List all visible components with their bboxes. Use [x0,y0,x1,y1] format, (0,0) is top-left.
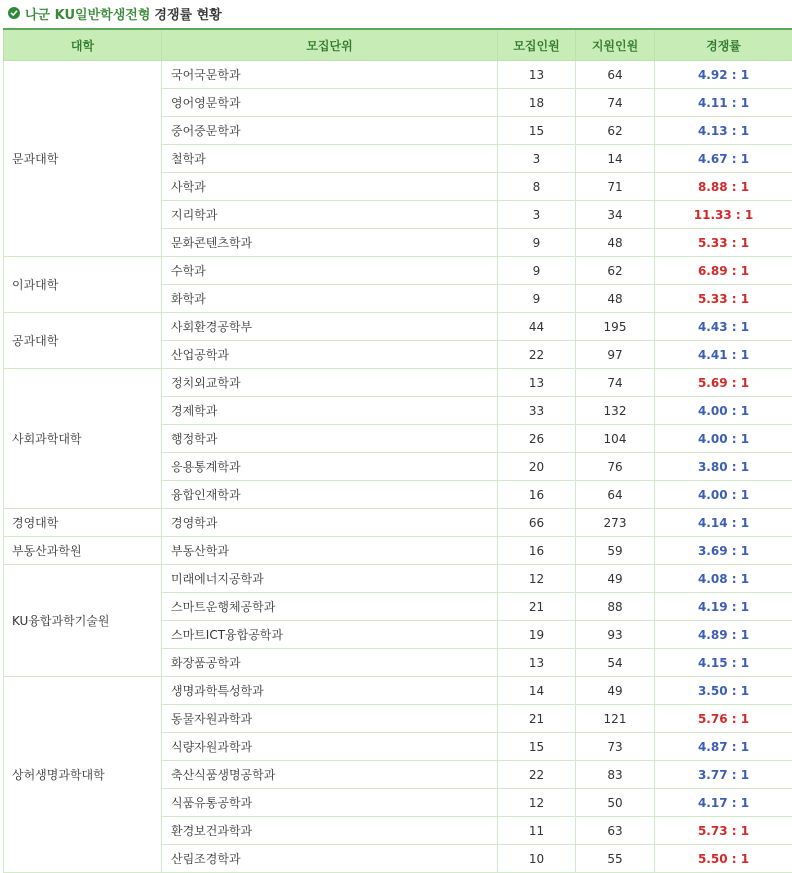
unit-cell: 산업공학과 [162,341,498,369]
quota-cell: 16 [498,481,576,509]
applicants-cell: 64 [576,61,655,89]
applicants-cell: 48 [576,229,655,257]
college-cell: 이과대학 [4,257,162,313]
applicants-cell: 83 [576,761,655,789]
applicants-cell: 64 [576,481,655,509]
applicants-cell: 14 [576,145,655,173]
college-cell: 공과대학 [4,313,162,369]
header-unit: 모집단위 [162,29,498,61]
quota-cell: 66 [498,509,576,537]
applicants-cell: 76 [576,453,655,481]
unit-cell: 동물자원과학과 [162,705,498,733]
check-circle-icon [8,7,20,19]
unit-cell: 식품유통공학과 [162,789,498,817]
unit-cell: 축산식품생명공학과 [162,761,498,789]
ratio-cell: 4.00 : 1 [655,425,792,453]
applicants-cell: 88 [576,593,655,621]
section-title [0,0,792,26]
ratio-cell: 3.77 : 1 [655,761,792,789]
unit-cell: 경제학과 [162,397,498,425]
unit-cell: 철학과 [162,145,498,173]
ratio-cell: 4.14 : 1 [655,509,792,537]
unit-cell: 산림조경학과 [162,845,498,873]
college-cell: 사회과학대학 [4,369,162,509]
unit-cell: 영어영문학과 [162,89,498,117]
quota-cell: 11 [498,817,576,845]
ratio-cell: 5.76 : 1 [655,705,792,733]
quota-cell: 21 [498,705,576,733]
ratio-cell: 4.19 : 1 [655,593,792,621]
quota-cell: 18 [498,89,576,117]
header-college: 대학 [4,29,162,61]
applicants-cell: 74 [576,369,655,397]
table-row [4,509,792,537]
college-cell: KU융합과학기술원 [4,565,162,677]
table-row [4,61,792,89]
table-row [4,369,792,397]
quota-cell: 26 [498,425,576,453]
applicants-cell: 62 [576,257,655,285]
competition-rate-table [3,28,792,873]
ratio-cell: 6.89 : 1 [655,257,792,285]
applicants-cell: 62 [576,117,655,145]
applicants-cell: 59 [576,537,655,565]
ratio-cell: 5.33 : 1 [655,285,792,313]
applicants-cell: 49 [576,565,655,593]
unit-cell: 수학과 [162,257,498,285]
applicants-cell: 132 [576,397,655,425]
ratio-cell: 5.73 : 1 [655,817,792,845]
applicants-cell: 74 [576,89,655,117]
unit-cell: 사학과 [162,173,498,201]
quota-cell: 3 [498,145,576,173]
table-header-row [4,29,792,61]
quota-cell: 13 [498,649,576,677]
unit-cell: 정치외교학과 [162,369,498,397]
quota-cell: 19 [498,621,576,649]
ratio-cell: 11.33 : 1 [655,201,792,229]
college-cell: 상허생명과학대학 [4,677,162,873]
unit-cell: 스마트ICT융합공학과 [162,621,498,649]
quota-cell: 8 [498,173,576,201]
applicants-cell: 97 [576,341,655,369]
table-row [4,313,792,341]
ratio-cell: 5.33 : 1 [655,229,792,257]
quota-cell: 12 [498,789,576,817]
applicants-cell: 195 [576,313,655,341]
applicants-cell: 93 [576,621,655,649]
quota-cell: 44 [498,313,576,341]
quota-cell: 3 [498,201,576,229]
unit-cell: 지리학과 [162,201,498,229]
ratio-cell: 3.80 : 1 [655,453,792,481]
table-row [4,257,792,285]
quota-cell: 33 [498,397,576,425]
unit-cell: 식량자원과학과 [162,733,498,761]
quota-cell: 13 [498,61,576,89]
quota-cell: 9 [498,229,576,257]
quota-cell: 13 [498,369,576,397]
applicants-cell: 104 [576,425,655,453]
ratio-cell: 4.00 : 1 [655,397,792,425]
ratio-cell: 4.67 : 1 [655,145,792,173]
title-highlight: 나군 KU일반학생전형 [25,4,150,23]
header-quota: 모집인원 [498,29,576,61]
unit-cell: 환경보건과학과 [162,817,498,845]
quota-cell: 20 [498,453,576,481]
quota-cell: 15 [498,117,576,145]
unit-cell: 사회환경공학부 [162,313,498,341]
quota-cell: 22 [498,761,576,789]
applicants-cell: 273 [576,509,655,537]
ratio-cell: 4.43 : 1 [655,313,792,341]
quota-cell: 14 [498,677,576,705]
unit-cell: 생명과학특성학과 [162,677,498,705]
ratio-cell: 3.69 : 1 [655,537,792,565]
unit-cell: 부동산학과 [162,537,498,565]
ratio-cell: 4.00 : 1 [655,481,792,509]
ratio-cell: 4.11 : 1 [655,89,792,117]
quota-cell: 12 [498,565,576,593]
applicants-cell: 121 [576,705,655,733]
applicants-cell: 63 [576,817,655,845]
unit-cell: 스마트운행체공학과 [162,593,498,621]
applicants-cell: 50 [576,789,655,817]
ratio-cell: 4.92 : 1 [655,61,792,89]
table-row [4,537,792,565]
quota-cell: 9 [498,257,576,285]
quota-cell: 10 [498,845,576,873]
quota-cell: 9 [498,285,576,313]
applicants-cell: 34 [576,201,655,229]
ratio-cell: 5.50 : 1 [655,845,792,873]
unit-cell: 중어중문학과 [162,117,498,145]
unit-cell: 융합인재학과 [162,481,498,509]
applicants-cell: 73 [576,733,655,761]
college-cell: 경영대학 [4,509,162,537]
ratio-cell: 5.69 : 1 [655,369,792,397]
unit-cell: 국어국문학과 [162,61,498,89]
unit-cell: 응용통계학과 [162,453,498,481]
ratio-cell: 4.15 : 1 [655,649,792,677]
table-body [4,61,792,873]
ratio-cell: 4.87 : 1 [655,733,792,761]
applicants-cell: 54 [576,649,655,677]
ratio-cell: 4.41 : 1 [655,341,792,369]
applicants-cell: 55 [576,845,655,873]
ratio-cell: 3.50 : 1 [655,677,792,705]
quota-cell: 21 [498,593,576,621]
applicants-cell: 49 [576,677,655,705]
unit-cell: 문화콘텐츠학과 [162,229,498,257]
ratio-cell: 4.08 : 1 [655,565,792,593]
applicants-cell: 48 [576,285,655,313]
unit-cell: 화학과 [162,285,498,313]
ratio-cell: 8.88 : 1 [655,173,792,201]
college-cell: 부동산과학원 [4,537,162,565]
applicants-cell: 71 [576,173,655,201]
unit-cell: 경영학과 [162,509,498,537]
unit-cell: 미래에너지공학과 [162,565,498,593]
ratio-cell: 4.89 : 1 [655,621,792,649]
table-row [4,677,792,705]
ratio-cell: 4.17 : 1 [655,789,792,817]
quota-cell: 15 [498,733,576,761]
header-applicants: 지원인원 [576,29,655,61]
table-row [4,565,792,593]
unit-cell: 행정학과 [162,425,498,453]
quota-cell: 22 [498,341,576,369]
unit-cell: 화장품공학과 [162,649,498,677]
college-cell: 문과대학 [4,61,162,257]
header-ratio: 경쟁률 [655,29,792,61]
ratio-cell: 4.13 : 1 [655,117,792,145]
quota-cell: 16 [498,537,576,565]
title-rest: 경쟁률 현황 [154,4,221,23]
